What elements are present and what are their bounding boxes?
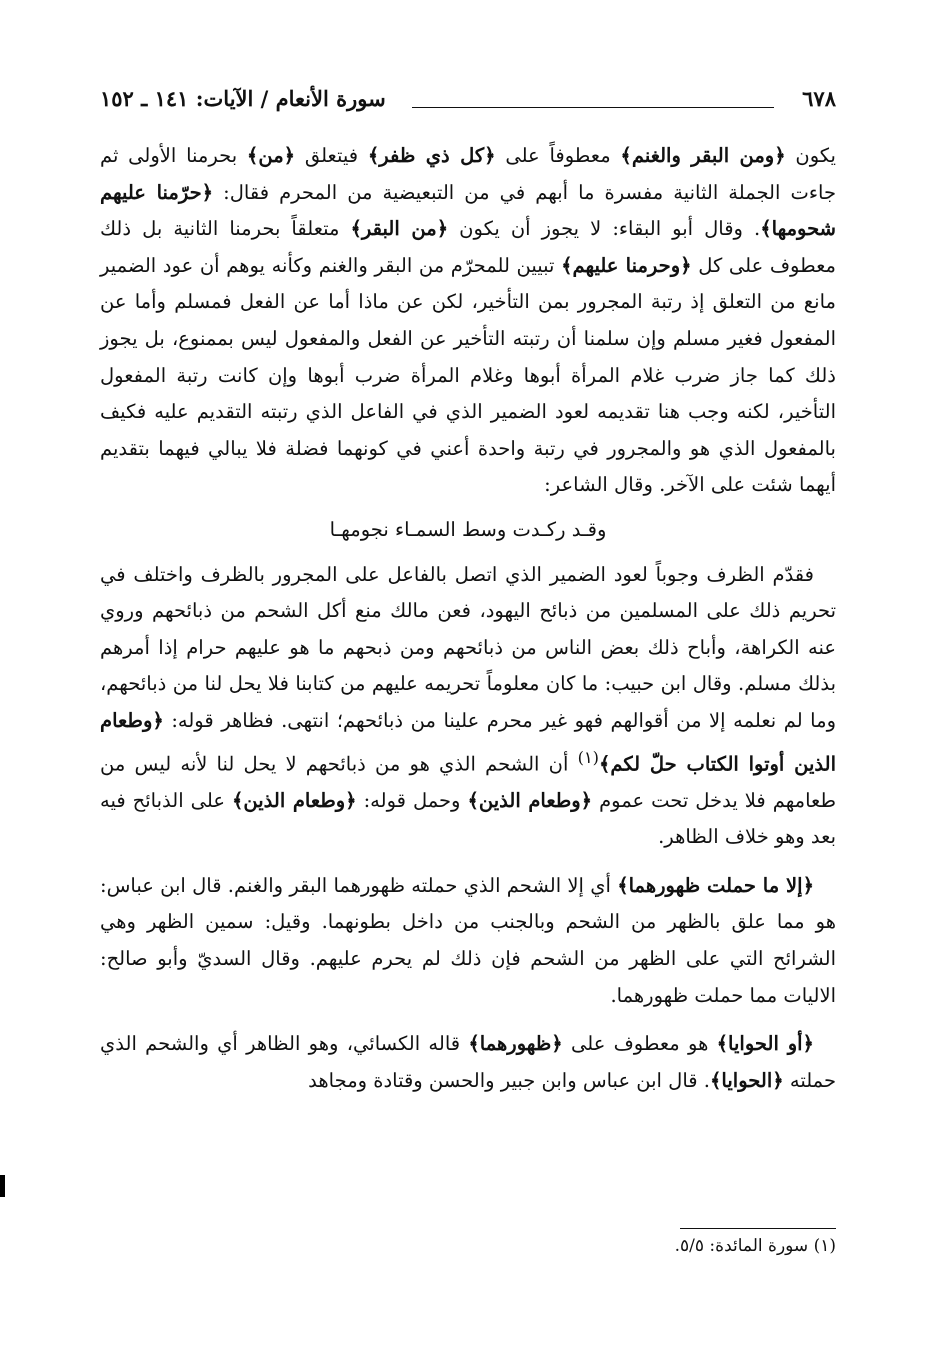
quran-quote: ﴿الحوايا﴾ <box>710 1068 784 1092</box>
text-run: يكون <box>785 144 836 167</box>
quran-quote: ﴿وطعام الذين﴾ <box>231 788 357 812</box>
text-run: على الذبائح فيه بعد وهو خلاف الظاهر. <box>100 788 836 849</box>
page-number: ٦٧٨ <box>802 86 836 111</box>
quran-quote: ﴿أو الحوايا﴾ <box>716 1032 814 1056</box>
header-title: سورة الأنعام / الآيات: ١٤١ ـ ١٥٢ <box>100 86 386 111</box>
quran-quote: ﴿من﴾ <box>246 144 296 167</box>
quran-quote: ﴿إلا ما حملت ظهورهما﴾ <box>617 873 815 897</box>
quran-quote: ﴿كل ذي ظفر﴾ <box>367 144 496 167</box>
quran-quote: ﴿ظهورهما﴾ <box>468 1032 563 1056</box>
text-run: تبيين للمحرّم من البقر والغنم وكأنه يوهم أن عود الضمير مانع من التعلق إذ رتبة المجرور بمن التأخير، لكن عن ماذا أما عن الفعل فمسلم وأما عن المفعول فغير مسلم وإن سلمنا أن رتبته التأخير عن الفعل والمفعول ليس بممنوع، بل يجوز ذلك كما جاز ضرب غلام المرأة أبوها وغلام المرأة ضرب أبوها وإن كانت رتبة المفعول التأخير، لكنه وجب هنا تقديمه لعود الضمير الذي في الفاعل الذي رتبته التقديم عليه فكيف بالمفعول الذي هو والمجرور في رتبة واحدة أعني في كونهما فضلة فلا يبالي فيهما بتقديم أيهما شئت على الآخر. وقال الشاعر: <box>100 253 836 497</box>
text-run: أن الشحم الذي هو من ذبائحهم لا يحل لنا لأنه ليس من طعامهم فلا يدخل تحت عموم <box>100 752 836 812</box>
text-run: بحرمنا الأولى ثم جاءت الجملة الثانية مفسرة ما أبهم في من التبعيضية من المحرم فقال: <box>100 144 836 204</box>
text-run: معطوفاً على <box>495 144 621 167</box>
body-text <box>100 138 836 1099</box>
quran-quote: ﴿حرّمنا عليهم شحومها﴾ <box>100 180 837 241</box>
text-run: قاله الكسائي، وهو الظاهر أي والشحم الذي حملته <box>100 1032 836 1092</box>
footnote: (١) سورة المائدة: ٥/٥. <box>674 1236 836 1256</box>
text-run: فيتعلق <box>295 144 368 167</box>
text-run: وحمل قوله: <box>356 788 468 812</box>
text-run: . وقال أبو البقاء: لا يجوز أن يكون <box>448 217 761 241</box>
poetry-verse: وقـد ركـدت وسط السمـاء نجومهـا <box>329 517 607 541</box>
text-run: هو معطوف على <box>562 1032 717 1056</box>
quran-quote: ﴿من البقر﴾ <box>350 217 449 241</box>
paragraph-4 <box>100 1026 836 1099</box>
footnote-ref: (١) <box>577 747 599 767</box>
paragraph-2 <box>100 557 836 856</box>
quran-quote: ﴿وطعام الذين أوتوا الكتاب حلّ لكم﴾ <box>100 708 836 775</box>
text-run: فقدّم الظرف وجوباً لعود الضمير الذي اتصل بالفاعل على المجرور بالظرف واختلف في تحريم ذلك على المسلمين من ذبائح اليهود، فعن مالك منع أكل الشحم من ذبائحهم وروي عنه الكراهة، وأباح ذلك بعض الناس من ذبائحهم ومن ذبحهم ما هو عليهم حرام إذا أمرهم بذلك مسلم. وقال ابن حبيب: ما كان معلوماً تحريمه عليهم من كتابنا فلا يحل لنا من ذبائحهم، وما لم نعلمه إلا من أقوالهم فهو غير محرم علينا من ذبائحهم؛ انتهى. فظاهر قوله: <box>100 562 836 732</box>
text-run: متعلقاً بحرمنا الثانية بل ذلك معطوف على كل <box>100 217 836 277</box>
footnote-separator <box>680 1228 836 1229</box>
text-run: أي إلا الشحم الذي حملته ظهورهما البقر والغنم. قال ابن عباس: هو مما علق بالظهر من الشحم وبالجنب من داخل بطونهما. وقيل: سمين الظهر وهي الشرائح التي على الظهر من الشحم فإن ذلك لم يحرم عليهم. وقال السديّ وأبو صالح: الاليات مما حملت ظهورهما. <box>100 873 836 1007</box>
header-rule <box>412 107 774 108</box>
page-edge-mark <box>0 1175 5 1197</box>
quran-quote: ﴿ومن البقر والغنم﴾ <box>620 144 786 167</box>
paragraph-3 <box>100 868 836 1014</box>
text-run: . قال ابن عباس وابن جبير والحسن وقتادة ومجاهد <box>308 1068 710 1092</box>
quran-quote: ﴿وطعام الذين﴾ <box>467 788 593 812</box>
quran-quote: ﴿وحرمنا عليهم﴾ <box>561 253 692 277</box>
paragraph-1 <box>100 138 836 504</box>
running-header <box>100 84 836 118</box>
